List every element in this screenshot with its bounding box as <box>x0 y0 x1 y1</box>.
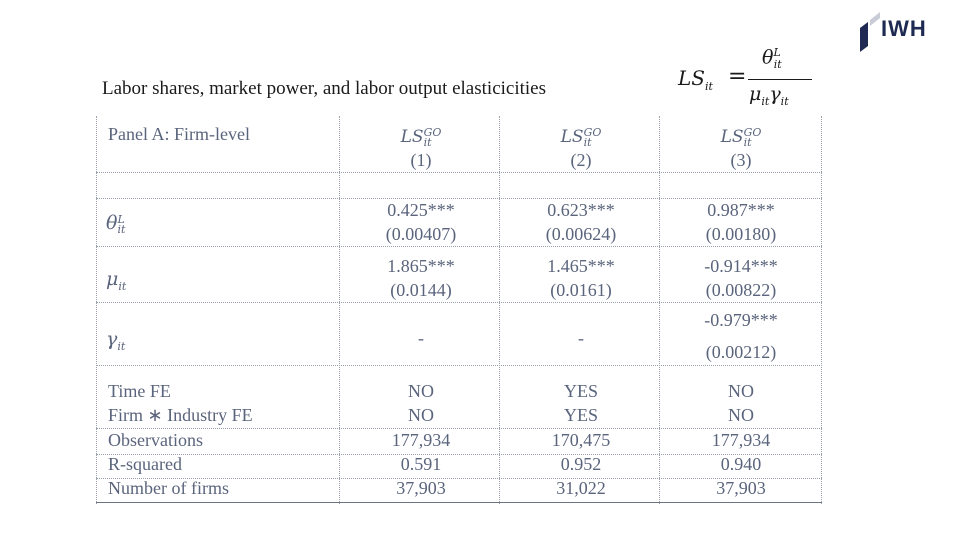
stat-number-of-firms-1: 37,903 <box>396 478 446 498</box>
formula-equals: = <box>728 64 747 89</box>
table-rule <box>96 365 822 366</box>
column-header-3: LS GO it <box>720 126 762 149</box>
stat-observations-2: 170,475 <box>551 430 611 450</box>
table-rule <box>96 428 822 429</box>
stat-r-squared-1: 0.591 <box>400 454 442 474</box>
formula-numerator: $\theta^L_{it}$ <box>762 46 782 72</box>
column-header-1: LS GO it <box>400 126 442 149</box>
formula-fraction-bar <box>748 79 812 80</box>
stat-label-time-fe: Time FE <box>108 381 171 401</box>
se-theta-2: (0.00624) <box>545 224 617 244</box>
column-number-3: (3) <box>730 150 752 170</box>
table-divider <box>499 116 500 504</box>
slide-title: Labor shares, market power, and labor output elasticicities <box>102 78 547 99</box>
stat-observations-1: 177,934 <box>391 430 451 450</box>
coef-gamma-2: - <box>578 328 584 348</box>
stat-label-observations: Observations <box>108 430 203 450</box>
regression-table <box>96 116 822 504</box>
table-border-left <box>96 116 97 504</box>
labor-share-formula <box>678 46 828 108</box>
row-label-gamma: $\gamma_{it}$ <box>106 328 126 353</box>
stat-label-firm-industry-fe: Firm ∗ Industry FE <box>108 405 253 425</box>
se-theta-3: (0.00180) <box>705 224 777 244</box>
table-divider <box>659 116 660 504</box>
stat-number-of-firms-3: 37,903 <box>716 478 766 498</box>
table-border-right <box>821 116 822 504</box>
row-label-theta: θ L it <box>106 212 126 236</box>
stat-time-fe-2: YES <box>563 381 598 401</box>
se-mu-3: (0.00822) <box>705 280 777 300</box>
stat-label-r-squared: R-squared <box>108 454 182 474</box>
stat-firm-industry-fe-3: NO <box>728 405 754 425</box>
stat-time-fe-3: NO <box>728 381 754 401</box>
se-mu-1: (0.0144) <box>390 280 452 300</box>
coef-theta-3: 0.987*** <box>707 200 775 220</box>
stat-firm-industry-fe-2: YES <box>563 405 598 425</box>
coef-mu-3: -0.914*** <box>704 256 778 276</box>
iwh-logo <box>858 6 958 54</box>
stat-number-of-firms-2: 31,022 <box>556 478 606 498</box>
table-rule <box>96 172 822 173</box>
coef-theta-1: 0.425*** <box>387 200 455 220</box>
table-rule <box>96 198 822 199</box>
logo-text: IWH <box>881 16 927 41</box>
stat-time-fe-1: NO <box>408 381 434 401</box>
panel-label: Panel A: Firm-level <box>108 124 250 144</box>
coef-gamma-3: -0.979*** <box>704 310 778 330</box>
formula-lhs: $LS_{it}$ <box>678 66 713 93</box>
table-rule <box>96 302 822 303</box>
stat-r-squared-3: 0.940 <box>720 454 762 474</box>
coef-gamma-1: - <box>418 328 424 348</box>
column-number-1: (1) <box>410 150 432 170</box>
se-mu-2: (0.0161) <box>550 280 612 300</box>
se-theta-1: (0.00407) <box>385 224 457 244</box>
row-label-mu: $\mu_{it}$ <box>106 268 127 293</box>
se-gamma-3: (0.00212) <box>705 342 777 362</box>
table-rule <box>96 246 822 247</box>
formula-denominator: $\mu_{it}\gamma_{it}$ <box>749 83 789 108</box>
column-header-2: LS GO it <box>560 126 602 149</box>
table-divider <box>339 116 340 504</box>
coef-mu-1: 1.865*** <box>387 256 455 276</box>
table-bottom-rule <box>96 502 822 503</box>
stat-observations-3: 177,934 <box>711 430 771 450</box>
stat-firm-industry-fe-1: NO <box>408 405 434 425</box>
column-number-2: (2) <box>570 150 592 170</box>
coef-theta-2: 0.623*** <box>547 200 615 220</box>
stat-r-squared-2: 0.952 <box>560 454 602 474</box>
stat-label-number-of-firms: Number of firms <box>108 478 229 498</box>
coef-mu-2: 1.465*** <box>547 256 615 276</box>
